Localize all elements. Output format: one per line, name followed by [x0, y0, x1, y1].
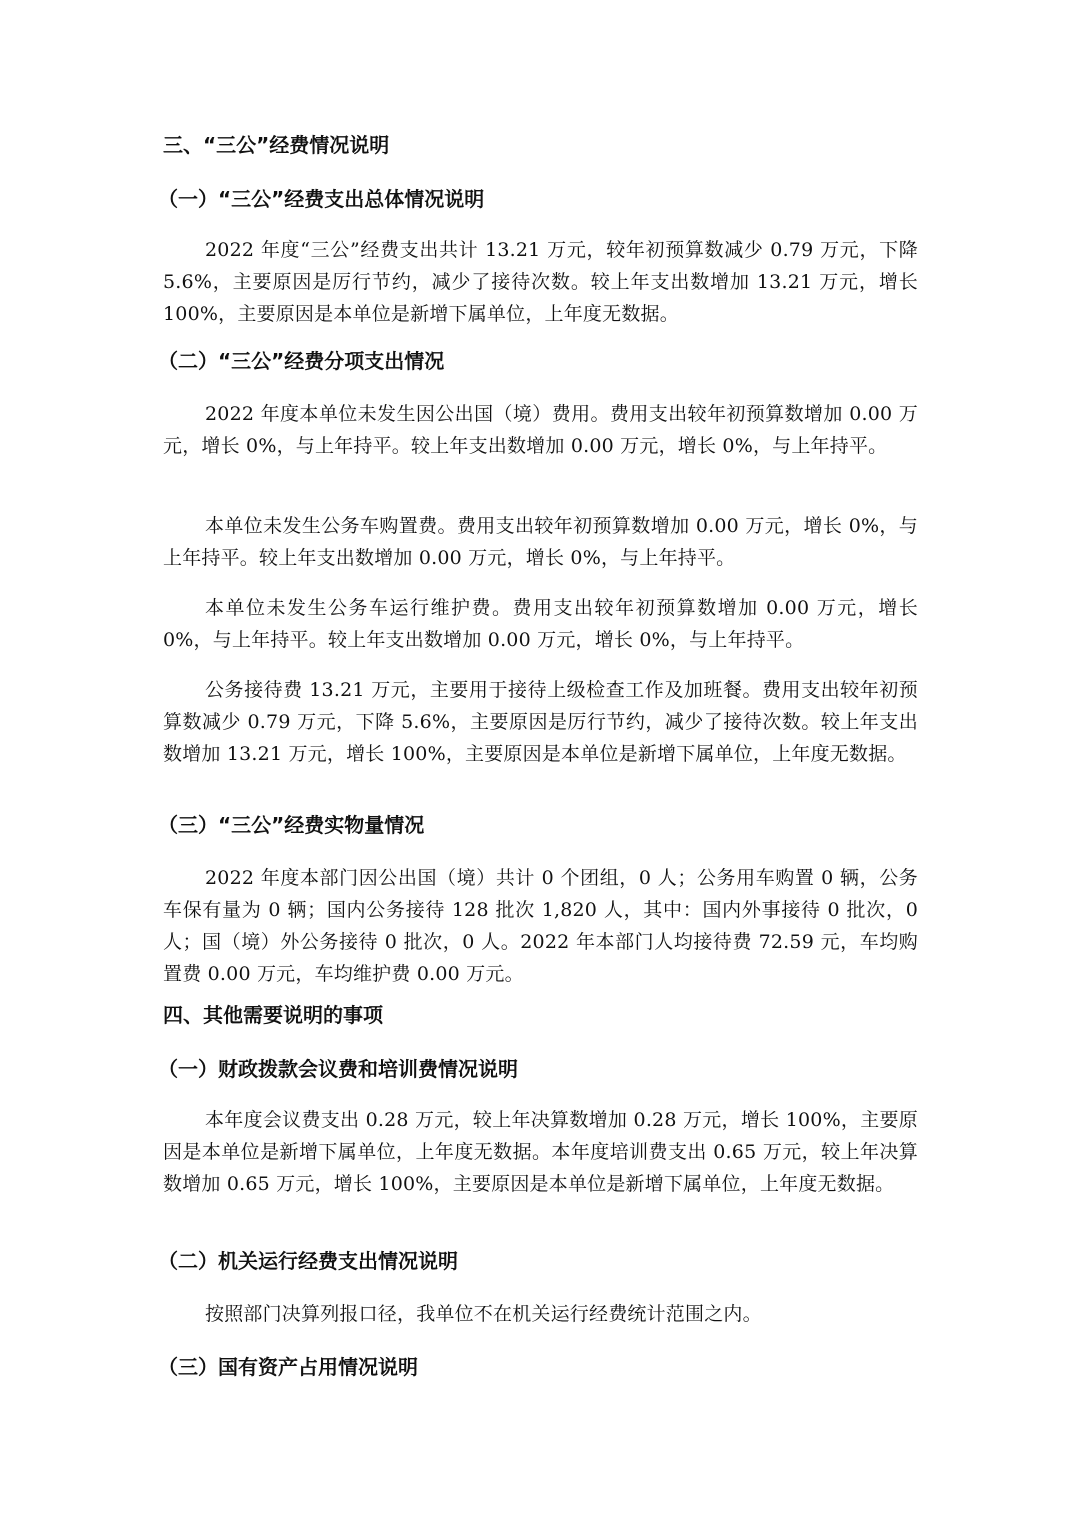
- section-3-1-paragraph: 2022 年度“三公”经费支出共计 13.21 万元，较年初预算数减少 0.79 万元，下降 5.6%，主要原因是厉行节约，减少了接待次数。较上年支出数增加 13.21 万元，增长 100%，主要原因是本单位是新增下属单位，上年度无数据。: [163, 239, 918, 325]
- section-3-heading: 三、“三公”经费情况说明: [163, 133, 390, 157]
- section-3-2-paragraph-1: 2022 年度本单位未发生因公出国（境）费用。费用支出较年初预算数增加 0.00 万元，增长 0%，与上年持平。较上年支出数增加 0.00 万元，增长 0%，与上年持平。: [163, 403, 918, 457]
- section-4-heading: 四、其他需要说明的事项: [163, 1003, 383, 1027]
- section-4-2-heading: （二）机关运行经费支出情况说明: [158, 1249, 458, 1273]
- section-3-2-paragraph-3: 本单位未发生公务车运行维护费。费用支出较年初预算数增加 0.00 万元，增长 0%，与上年持平。较上年支出数增加 0.00 万元，增长 0%，与上年持平。: [163, 597, 918, 651]
- section-3-3-paragraph: 2022 年度本部门因公出国（境）共计 0 个团组，0 人；公务用车购置 0 辆，公务车保有量为 0 辆；国内公务接待 128 批次 1,820 人，其中：国内外事接待 0 批次，0 人；国（境）外公务接待 0 批次，0 人。2022 年本部门人均接待费 72.59 元，车均购置费 0.00 万元，车均维护费 0.00 万元。: [163, 867, 918, 985]
- section-4-3-heading: （三）国有资产占用情况说明: [158, 1355, 418, 1379]
- section-4-1-paragraph: 本年度会议费支出 0.28 万元，较上年决算数增加 0.28 万元，增长 100%，主要原因是本单位是新增下属单位，上年度无数据。本年度培训费支出 0.65 万元，较上年决算数增加 0.65 万元，增长 100%，主要原因是本单位是新增下属单位，上年度无数据。: [163, 1109, 918, 1195]
- section-4-1-heading: （一）财政拨款会议费和培训费情况说明: [158, 1057, 518, 1081]
- section-3-2-heading: （二）“三公”经费分项支出情况: [158, 349, 445, 373]
- section-3-1-heading: （一）“三公”经费支出总体情况说明: [158, 187, 485, 211]
- section-4-2-paragraph: 按照部门决算列报口径，我单位不在机关运行经费统计范围之内。: [205, 1303, 762, 1325]
- section-3-2-paragraph-2: 本单位未发生公务车购置费。费用支出较年初预算数增加 0.00 万元，增长 0%，与上年持平。较上年支出数增加 0.00 万元，增长 0%，与上年持平。: [163, 515, 918, 569]
- section-3-3-heading: （三）“三公”经费实物量情况: [158, 813, 425, 837]
- section-3-2-paragraph-4: 公务接待费 13.21 万元，主要用于接待上级检查工作及加班餐。费用支出较年初预算数减少 0.79 万元，下降 5.6%，主要原因是厉行节约，减少了接待次数。较上年支出数增加 13.21 万元，增长 100%，主要原因是本单位是新增下属单位，上年度无数据。: [163, 679, 918, 765]
